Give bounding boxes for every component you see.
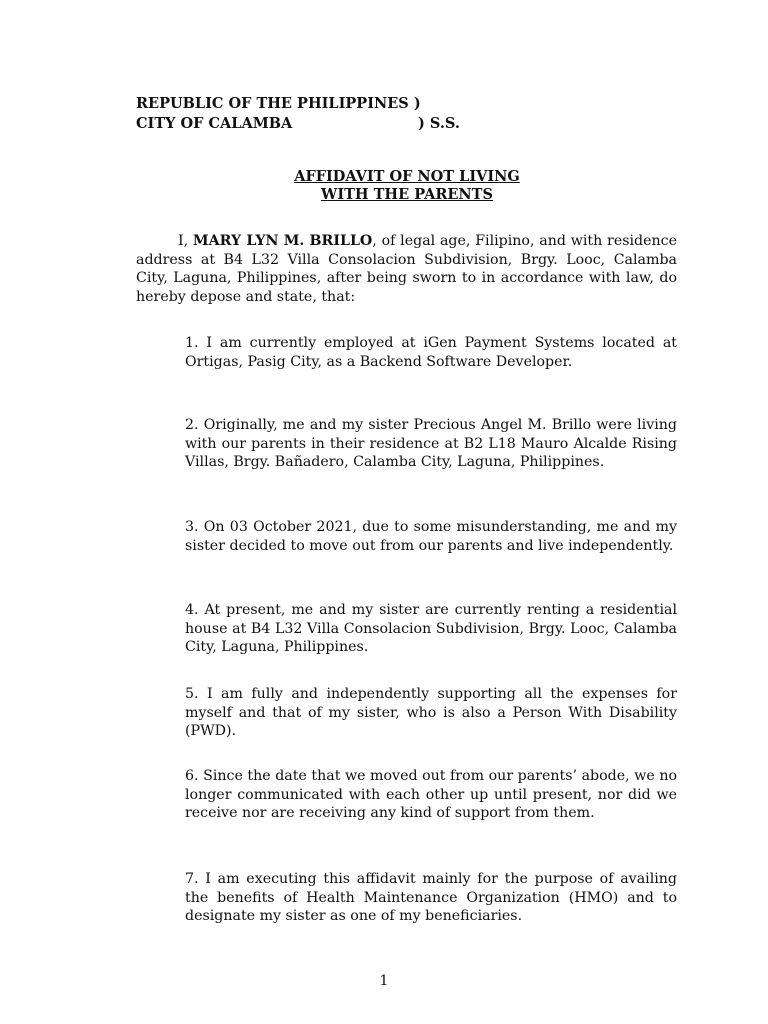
page-number: 1 [379, 973, 389, 989]
statement-item-2: 2. Originally, me and my sister Precious Angel M. Brillo were living with our parents in their residence at B2 L18 Mauro Alcalde Rising Villas, Brgy. Bañadero, Calamba City, Laguna, Philippines. [185, 417, 677, 471]
affiant-name: MARY LYN M. BRILLO [192, 233, 373, 249]
title-line-2: WITH THE PARENTS [321, 186, 493, 203]
intro-prefix: I, [178, 233, 193, 249]
venue-city: CITY OF CALAMBA [136, 115, 293, 132]
statement-item-5: 5. I am fully and independently supporting all the expenses for myself and that of my sister, who is also a Person With Disability (PWD). [185, 686, 677, 740]
venue-header [136, 94, 460, 134]
venue-city-row [136, 114, 460, 134]
venue-ss: ) S.S. [418, 115, 460, 132]
document-title [136, 168, 678, 204]
statement-item-6: 6. Since the date that we moved out from our parents’ abode, we no longer communicated with each other up until present, nor did we receive nor are receiving any kind of support from them. [185, 768, 677, 822]
statement-item-7: 7. I am executing this affidavit mainly for the purpose of availing the benefits of Health Maintenance Organization (HMO) and to designate my sister as one of my beneficiaries. [185, 871, 677, 925]
intro-text: , of legal age, Filipino, and with residence address at B4 L32 Villa Consolacion Subdivision, Brgy. Looc, Calamba City, Laguna, Philippines, after being sworn to in accordance with law, do hereby depose and state, that: [136, 233, 677, 305]
intro-paragraph [136, 232, 677, 306]
statement-item-1: 1. I am currently employed at iGen Payment Systems located at Ortigas, Pasig City, as a Backend Software Developer. [185, 335, 677, 370]
title-line-1: AFFIDAVIT OF NOT LIVING [294, 168, 520, 185]
statement-item-4: 4. At present, me and my sister are currently renting a residential house at B4 L32 Villa Consolacion Subdivision, Brgy. Looc, Calamba City, Laguna, Philippines. [185, 602, 677, 656]
venue-country: REPUBLIC OF THE PHILIPPINES ) [136, 95, 421, 112]
statement-item-3: 3. On 03 October 2021, due to some misunderstanding, me and my sister decided to move out from our parents and live independently. [185, 519, 677, 554]
